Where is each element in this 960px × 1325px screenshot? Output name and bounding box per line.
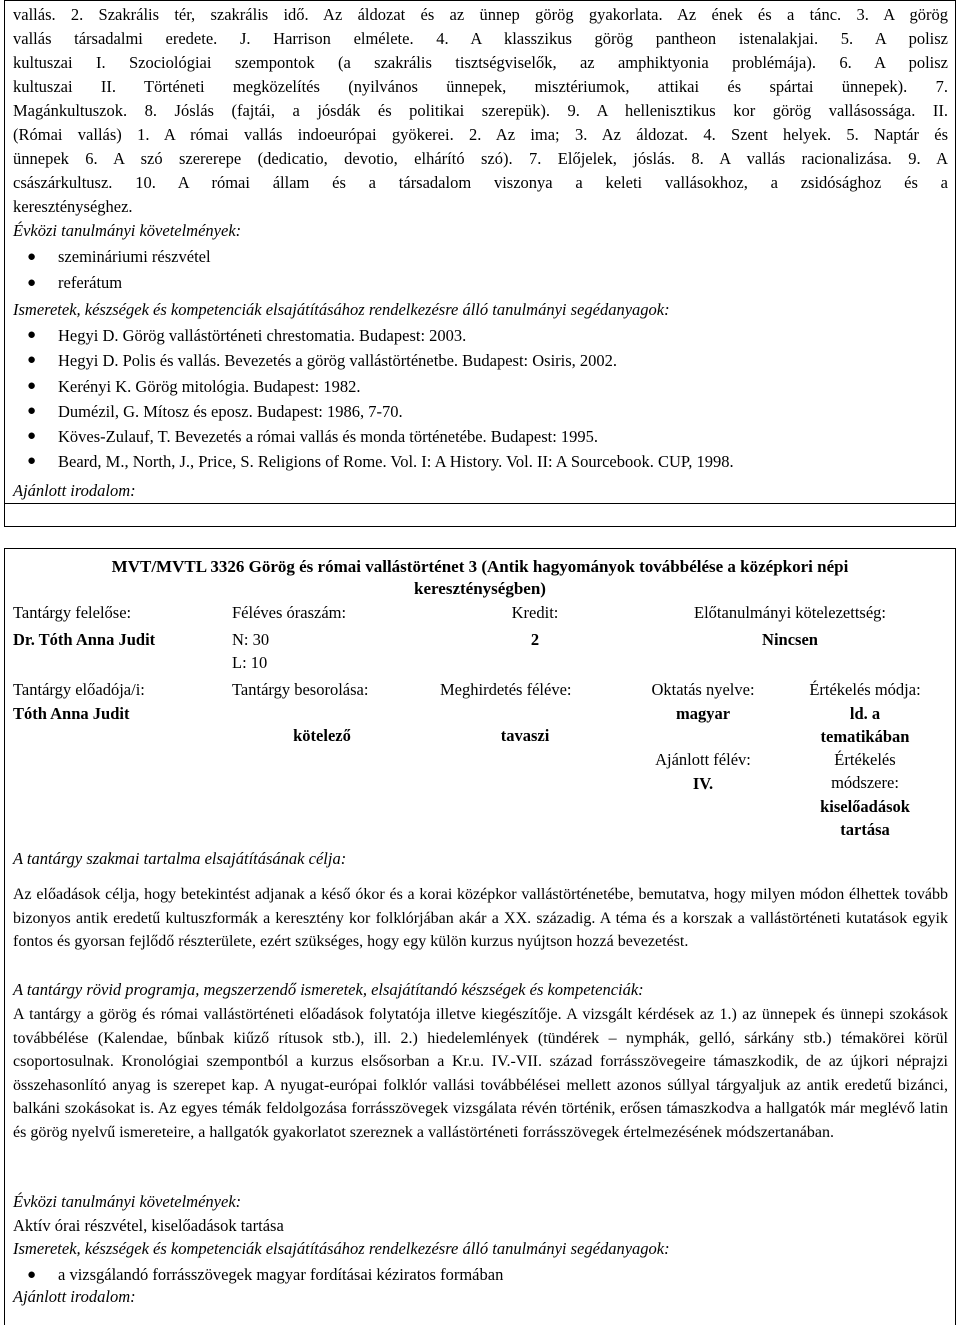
cel-label: A tantárgy szakmai tartalma elsajátításának célja: (13, 849, 347, 868)
nyelv-value: magyar (675, 704, 731, 723)
content-line: császárkultusz. 10. A római állam és a társadalom viszonya a keleti vallásokhoz, a zsidósághoz és a (13, 173, 948, 192)
ajanlott-felev-label: Ajánlott félév: (655, 750, 751, 769)
bullet-icon: ● (27, 1267, 37, 1283)
felelos-label: Tantárgy felelőse: (13, 603, 132, 622)
ajanlott-label-2: Ajánlott irodalom: (13, 1287, 136, 1306)
kredit-value: 2 (530, 630, 540, 649)
list-item: ● a vizsgálandó forrásszövegek magyar fordításai kéziratos formában (5, 1262, 503, 1288)
oraszam-l: L: 10 (232, 653, 268, 672)
list-item: ● Köves-Zulauf, T. Bevezetés a római vallás és monda történetébe. Budapest: 1995. (5, 424, 734, 449)
ismeretek-label-2: Ismeretek, készségek és kompetenciák elsajátításához rendelkezésre álló tanulmányi segédanyagok: (13, 1239, 670, 1258)
kredit-label: Kredit: (511, 603, 559, 622)
bullet-icon: ● (27, 453, 37, 470)
course-table-previous (4, 0, 956, 527)
content-line: ünnepek 6. A szó szererepe (dedicatio, devotio, elhárító szó). 7. Előjelek, jóslás. 8. A vallás racionalizása. 9. A (13, 149, 948, 168)
elotanulmanyi-value: Nincsen (762, 630, 818, 649)
ajanlott-label: Ajánlott irodalom: (13, 481, 136, 500)
content-line: vallás társadalmi eredete. J. Harrison elmélete. 4. A klasszikus görög pantheon istenalakjai. 5. A polisz (13, 29, 948, 48)
content-line: vallás. 2. Szakrális tér, szakrális idő. Az áldozat és az ünnep görög gyakorlata. Az ének és a tánc. 3. A görög (13, 5, 948, 24)
ajanlott-felev-value: IV. (692, 774, 714, 793)
list-item: ● referátum (5, 270, 211, 296)
content-line: kultuszai I. Szociológiai szempontok (a szakrális tisztségviselők, az amphiktyonia problémája). 6. A polisz (13, 53, 948, 72)
bullet-icon: ● (27, 249, 37, 265)
content-line: kereszténységhez. (13, 197, 133, 216)
eloado-label: Tantárgy előadója/i: (13, 680, 145, 699)
oraszam-label: Féléves óraszám: (232, 603, 347, 622)
bullet-icon: ● (27, 327, 37, 343)
ismeretek-label: Ismeretek, készségek és kompetenciák elsajátításához rendelkezésre álló tanulmányi segédanyagok: (13, 300, 670, 319)
table-divider (5, 503, 955, 504)
ertekeles-modszere-label-2: módszere: (831, 773, 899, 792)
ismeretek-list (5, 323, 734, 475)
bullet-icon: ● (27, 402, 37, 419)
content-line: Magánkultuszok. 8. Jóslás (fajtái, a jósdák és politikai szerepük). 9. A hellenisztikus kor görög vallásossága. II. (13, 101, 948, 120)
ertekeles-modszere-value-1: kiselőadások (820, 797, 910, 816)
bullet-icon: ● (27, 352, 37, 369)
besorolas-value: kötelező (293, 726, 351, 745)
ertekeles-modszere-label-1: Értékelés (834, 750, 896, 769)
bullet-icon: ● (27, 428, 37, 445)
course-title: MVT/MVTL 3326 Görög és római vallástörténet 3 (Antik hagyományok továbbélése a középkori népi (111, 557, 849, 576)
felelos-value: Dr. Tóth Anna Judit (13, 630, 156, 649)
bullet-icon: ● (27, 377, 37, 394)
list-item: ● Hegyi D. Görög vallástörténeti chrestomatia. Budapest: 2003. (5, 323, 734, 348)
content-line: kultuszai II. Történeti megközelítés (nyilvános ünnepek, misztériumok, attikai és spártai ünnepek). 7. (13, 77, 948, 96)
ertekeles-modja-label: Értékelés módja: (809, 680, 921, 699)
list-item: ● szemináriumi részvétel (5, 244, 211, 270)
evkozi-label-2: Évközi tanulmányi követelmények: (13, 1192, 242, 1211)
course-table-3326 (4, 548, 956, 1325)
evkozi-list (5, 244, 211, 296)
eloado-value: Tóth Anna Judit (13, 704, 130, 723)
list-item: ● Hegyi D. Polis és vallás. Bevezetés a görög vallástörténetbe. Budapest: Osiris, 2002. (5, 348, 734, 373)
nyelv-label: Oktatás nyelve: (651, 680, 755, 699)
list-item: ● Kerényi K. Görög mitológia. Budapest: 1982. (5, 374, 734, 399)
bullet-icon: ● (27, 275, 37, 291)
ismeretek-list-2 (5, 1262, 503, 1288)
evkozi-label: Évközi tanulmányi követelmények: (13, 221, 242, 240)
list-item: ● Beard, M., North, J., Price, S. Religions of Rome. Vol. I: A History. Vol. II: A Sourcebook. CUP, 1998. (5, 449, 734, 474)
ertekeles-modja-value-1: ld. a (849, 704, 881, 723)
elotanulmanyi-label: Előtanulmányi kötelezettség: (694, 603, 886, 622)
cel-text: Az előadások célja, hogy betekintést adjanak a késő ókor és a korai középkor vallástörténetébe, bemutatva, hogy milyen módon élhettek tovább bizonyos antik eredetű kultuszformák a keresztény kor folklórjában akár a XX. századig. A téma és a korszak a vallástörténeti kutatások egyik fontos és gyorsan fejlődő részterülete, ezért szükséges, hogy egy külön kurzus nyújtson hozzá bevezetést. (13, 886, 948, 950)
course-title-line2: kereszténységben) (414, 579, 546, 598)
evkozi-text: Aktív órai részvétel, kiselőadások tartása (13, 1216, 284, 1235)
list-item: ● Dumézil, G. Mítosz és eposz. Budapest: 1986, 7-70. (5, 399, 734, 424)
meghirdetes-label: Meghirdetés féléve: (440, 680, 572, 699)
program-label: A tantárgy rövid programja, megszerzendő ismeretek, elsajátítandó készségek és kompetenciák: (13, 980, 644, 999)
content-line: (Római vallás) 1. A római vallás indoeurópai gyökerei. 2. Az ima; 3. Az áldozat. 4. Szent helyek. 5. Naptár és (13, 125, 948, 144)
ertekeles-modszere-value-2: tartása (840, 820, 890, 839)
ertekeles-modja-value-2: tematikában (820, 727, 910, 746)
meghirdetes-value: tavaszi (500, 726, 550, 745)
besorolas-label: Tantárgy besorolása: (232, 680, 369, 699)
program-text: A tantárgy a görög és római vallástörténeti előadások folytatója illetve kiegészítője. A vizsgált kérdések az 1.) az ünnepek és ünnepi szokások továbbélése (Kalendae, bűnbak kiűző rítusok stb.), ill. 2.) hiedelemlények (tündérek – nymphák, gelló, sárkány stb.) témakörei körül csoportosulnak. Kronológiai szempontból a kurzus elsősorban a Kr.u. IV.-VII. század forrásszövegeire támaszkodik, de az újkori néprajzi összehasonlító anyag is szerepet kap. A nyugat-európai folklór vallási továbbélései mellett azonos súllyal tárgyaljuk az antik eredetű bizánci, balkáni szokásokat is. Az egyes témák feldolgozása forrásszövegek vizsgálata révén történik, erősen támaszkodva a hallgatók már meglévő latin és görög nyelvű ismereteire, a hallgatók gyakorlatot szereznek a vallástörténeti forrásszövegek értelmezésének módszertanában. (13, 1006, 948, 1141)
oraszam-n: N: 30 (232, 630, 270, 649)
